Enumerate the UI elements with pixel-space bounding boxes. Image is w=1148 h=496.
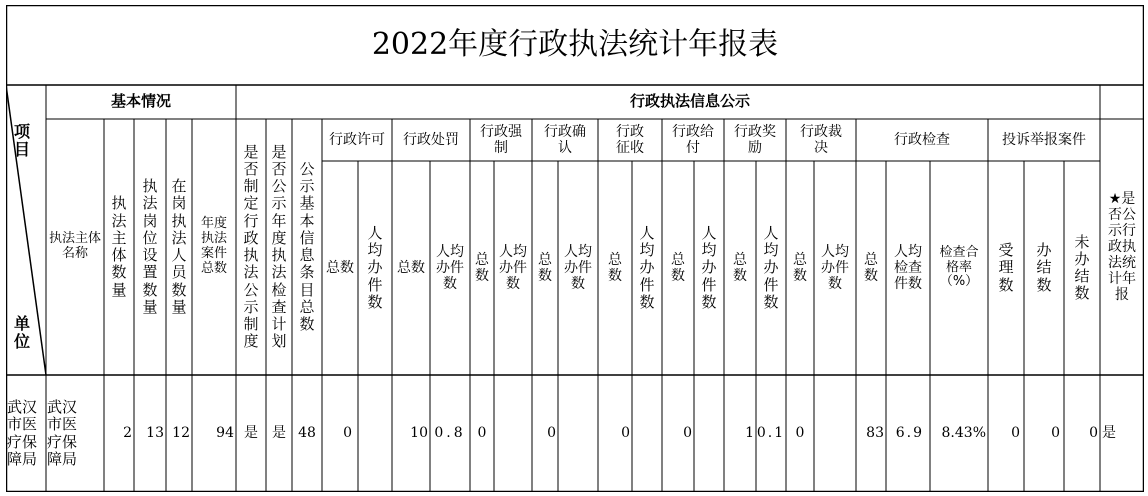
row-inspection-total: 83 [866, 425, 884, 442]
row-levy-total: 0 [621, 425, 630, 442]
row-case-total: 94 [216, 425, 234, 442]
group-reward: 行政奖励 [734, 123, 776, 156]
row-confirm-total: 0 [547, 425, 556, 442]
row-levy-per [632, 375, 662, 492]
sub-closed: 办结数 [1036, 241, 1052, 294]
row-coercion-total: 0 [477, 425, 487, 442]
header-post-count: 执法岗位设置数量 [142, 177, 158, 316]
group-coercion: 行政强制 [480, 123, 522, 156]
sub-coercion-per: 人均办件数 [499, 243, 527, 293]
sub-inspection-total: 总数 [864, 251, 878, 284]
sub-confirm-per: 人均办件数 [564, 243, 592, 293]
group-license: 行政许可 [329, 131, 385, 148]
row-ruling-per [814, 375, 856, 492]
group-penalty: 行政处罚 [403, 131, 459, 148]
row-confirm-per [558, 375, 598, 492]
row-payment-total: 0 [683, 425, 692, 442]
group-payment: 行政给付 [672, 123, 714, 156]
sub-reward-total: 总数 [733, 251, 747, 284]
sub-coercion-total: 总数 [475, 251, 489, 284]
header-inspection-plan: 是否公示年度执法检查计划 [271, 142, 287, 351]
section-basic-info: 基本情况 [110, 92, 171, 111]
group-levy: 行政征收 [616, 123, 644, 156]
row-post-count: 13 [146, 425, 164, 442]
row-coercion-per [494, 375, 532, 492]
section-disclosure: 行政执法信息公示 [629, 92, 750, 111]
row-info-items: 48 [298, 425, 316, 442]
sub-levy-total: 总数 [608, 251, 622, 284]
report-sheet [6, 5, 1144, 492]
sub-levy-per: 人均办件数 [639, 223, 655, 311]
row-disclosure-system: 是 [244, 425, 258, 442]
sub-payment-per: 人均办件数 [701, 223, 717, 311]
row-staff-count: 12 [172, 425, 190, 442]
sub-reward-per: 人均办件数 [763, 223, 779, 311]
header-info-items: 公示基本信息条目总数 [299, 159, 315, 333]
row-license-per [358, 375, 392, 492]
corner-label-unit: 单位 [14, 314, 31, 351]
sub-confirm-total: 总数 [538, 251, 552, 284]
sub-unclosed: 未办结数 [1074, 232, 1090, 303]
row-unclosed: 0 [1089, 425, 1098, 442]
row-published-report: 是 [1102, 425, 1116, 442]
row-inspection-per: 6.9 [895, 425, 924, 442]
sub-license-per: 人均办件数 [367, 223, 383, 311]
sub-penalty-per: 人均办件数 [436, 243, 464, 293]
header-entity-count: 执法主体数量 [111, 194, 127, 299]
header-published-report: ★是否公示行政执法统计年报 [1108, 190, 1136, 304]
sub-penalty-total: 总数 [397, 259, 425, 276]
row-penalty-per: 0.8 [434, 425, 466, 442]
row-entity-name: 武汉市医疗保障局 [47, 398, 78, 468]
row-inspection-rate: 8.43% [941, 425, 986, 442]
row-reward-total: 1 [745, 425, 754, 442]
sub-ruling-per: 人均办件数 [821, 243, 849, 293]
row-ruling-total: 0 [795, 425, 805, 442]
sub-license-total: 总数 [326, 259, 354, 276]
row-license-total: 0 [343, 425, 352, 442]
corner-label-item: 项目 [14, 122, 31, 159]
row-reward-per: 0.1 [756, 425, 786, 442]
row-payment-per [694, 375, 724, 492]
row-penalty-total: 10 [410, 425, 428, 442]
header-case-total: 年度执法案件总数 [200, 216, 227, 276]
sub-inspection-per: 人均检查件数 [894, 243, 922, 293]
sub-payment-total: 总数 [671, 251, 685, 284]
group-complaint: 投诉举报案件 [1002, 131, 1086, 148]
row-entity-count: 2 [123, 425, 132, 442]
group-inspection: 行政检查 [894, 131, 950, 148]
row-closed: 0 [1051, 425, 1060, 442]
sub-ruling-total: 总数 [793, 251, 807, 284]
sub-inspection-rate: 检查合格率（%） [939, 244, 979, 290]
row-inspection-plan: 是 [272, 425, 286, 442]
group-confirm: 行政确认 [544, 123, 586, 156]
row-accepted: 0 [1011, 425, 1020, 442]
header-staff-count: 在岗执法人员数量 [171, 177, 187, 316]
header-disclosure-system: 是否制定行政执法公示制度 [243, 142, 259, 351]
sub-accepted: 受理数 [998, 241, 1014, 294]
row-unit-name: 武汉市医疗保障局 [7, 398, 38, 468]
report-title: 2022年度行政执法统计年报表 [371, 26, 779, 62]
header-entity-name: 执法主体名称 [48, 231, 101, 261]
group-ruling: 行政裁决 [800, 123, 842, 156]
